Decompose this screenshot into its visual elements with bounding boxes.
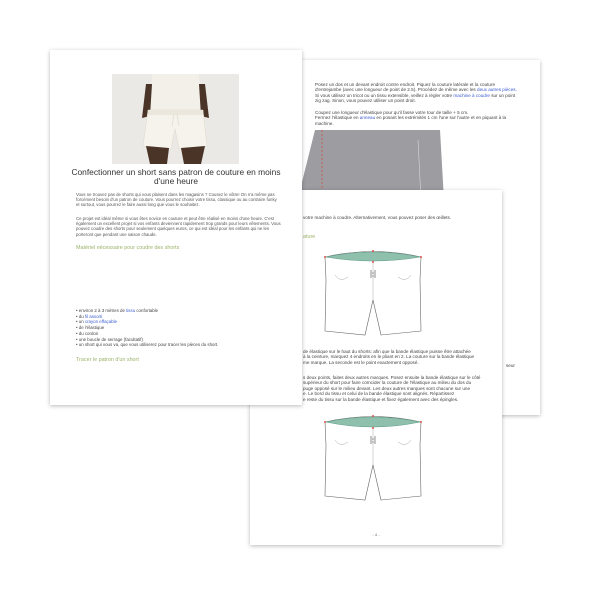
link-fil-assorti[interactable]: fil assorti <box>84 313 103 319</box>
text-span: d'entrejambe (avec une longueur de point de 2.5). Procédez de même avec les <box>315 87 478 93</box>
text-span: • un <box>76 319 85 325</box>
link-crayon-effacable[interactable]: crayon effaçable <box>84 319 118 325</box>
link-tissu[interactable]: tissu <box>126 308 136 313</box>
text-line: supérieur du short pour faire coïncider la couture de l'élastique au milieu du dos du <box>303 380 472 386</box>
text-span: • du cordon <box>76 330 99 336</box>
text-line: puge opposé sur le milieu devant. Les deux autres marques sont chacune sur une <box>303 385 471 391</box>
text-line: de élastique sur le haut du shorts: afin que la bande élastique puisse être attachée <box>303 349 471 354</box>
text-span: Si vous utilisez un tricot ou un tissu extensible, veillez à régler votre <box>315 92 454 98</box>
paragraph-marks <box>303 349 498 365</box>
intro-paragraph-1: Vous ne trouvez pas de shorts qui vous plaisent dans les magasins ? Cousez le vôtre! On n'a même pas forcément besoin d'un patron de couture. Vous pourrez choisir votre tissu, classique ou au contraire funky et surtout, vous pourrez le faire aussi long que vous le souhaitez. <box>76 192 277 208</box>
text-line: zig zag. Sinon, vous pouvez utiliser un point droit. <box>315 98 416 104</box>
text-line: s deux points, faites deux autres marques. Posez ensuite la bande élastique sur le côté <box>303 375 481 380</box>
text-span: • de l'élastique <box>76 325 105 331</box>
link-machine-a-coudre[interactable]: machine à coudre <box>453 92 490 98</box>
edge-text: seur <box>506 363 515 368</box>
text-line-top: votre machine à coudre. Alternativement, vous pouvez poser des œillets. <box>303 215 452 220</box>
text-span: • une boucle de serrage (facultatif) <box>76 336 143 342</box>
text-line: Posez un dos et un devant endroit contre endroit. Piquez la couture latérale et la couture <box>315 82 496 87</box>
text-line: à la ceinture, marquez 4 endroits en le pliant en 2. La couture sur la bande élastique <box>303 354 475 360</box>
paragraph-pinning <box>303 375 498 402</box>
text-line: e reste du tissu sur la bande élastique et fixez également avec des épingles. <box>303 396 459 402</box>
text-span: Fermez l'élastique en <box>315 115 360 121</box>
text-line: e. Le bord du tissu et celui de la bande élastique sont alignés. Répartissez <box>303 391 455 397</box>
materials-heading: Matériel nécessaire pour coudre des shorts <box>76 245 180 251</box>
materials-list <box>76 308 218 348</box>
text-line: Coupez une longueur d'élastique pour qu'il fasse votre tour de taille + 5 cm. <box>315 110 469 115</box>
pattern-heading: Tracer le patron d'un short <box>76 357 139 363</box>
document-page-1 <box>50 50 302 405</box>
list-item <box>76 342 218 348</box>
page-title: Confectionner un short sans patron de couture en moins d'une heure <box>71 167 281 186</box>
text-span: • un short qui vous va, que vous utiliserez pour tracer les pièces du short. <box>76 342 219 348</box>
shorts-photo <box>112 74 239 164</box>
text-span: • du <box>76 313 85 319</box>
text-span: sur un point <box>489 92 516 98</box>
link-autres-pieces[interactable]: deux autres pièces. <box>477 87 517 93</box>
text-span: confortable <box>135 308 159 313</box>
link-anneau[interactable]: anneau <box>359 115 376 121</box>
text-line <box>315 115 530 120</box>
text-span: en posant les extrémités 1 cm l'une sur l'autre et en piquant à la <box>375 115 507 121</box>
paragraph-seams <box>315 82 530 104</box>
paragraph-elastic <box>315 110 530 126</box>
page-number: - 4 - <box>372 532 380 537</box>
text-line: me marque. La seconde est le point exactement opposé. <box>303 359 419 365</box>
intro-paragraph-2: Ce projet est idéal même si vous êtes novice en couture et peut être réalisé en moins d'une heure. C'est également un excellent projet si vos enfants deviennent rapidement trop grands pour leurs vêtements. Vous pouvez coudre des shorts pour seulement quelques euros, ce qui est idéal pour les enfants qui ne les porteront que pendant une saison chaude. <box>76 216 281 237</box>
text-span: • environ 2 à 3 mètres de <box>76 308 127 313</box>
shorts-diagram-2 <box>320 410 426 508</box>
section-heading-partial: ature <box>303 234 316 240</box>
model-wearing-shorts-image <box>112 74 239 164</box>
text-line: machine. <box>315 120 334 126</box>
shorts-diagram-1 <box>320 245 426 343</box>
